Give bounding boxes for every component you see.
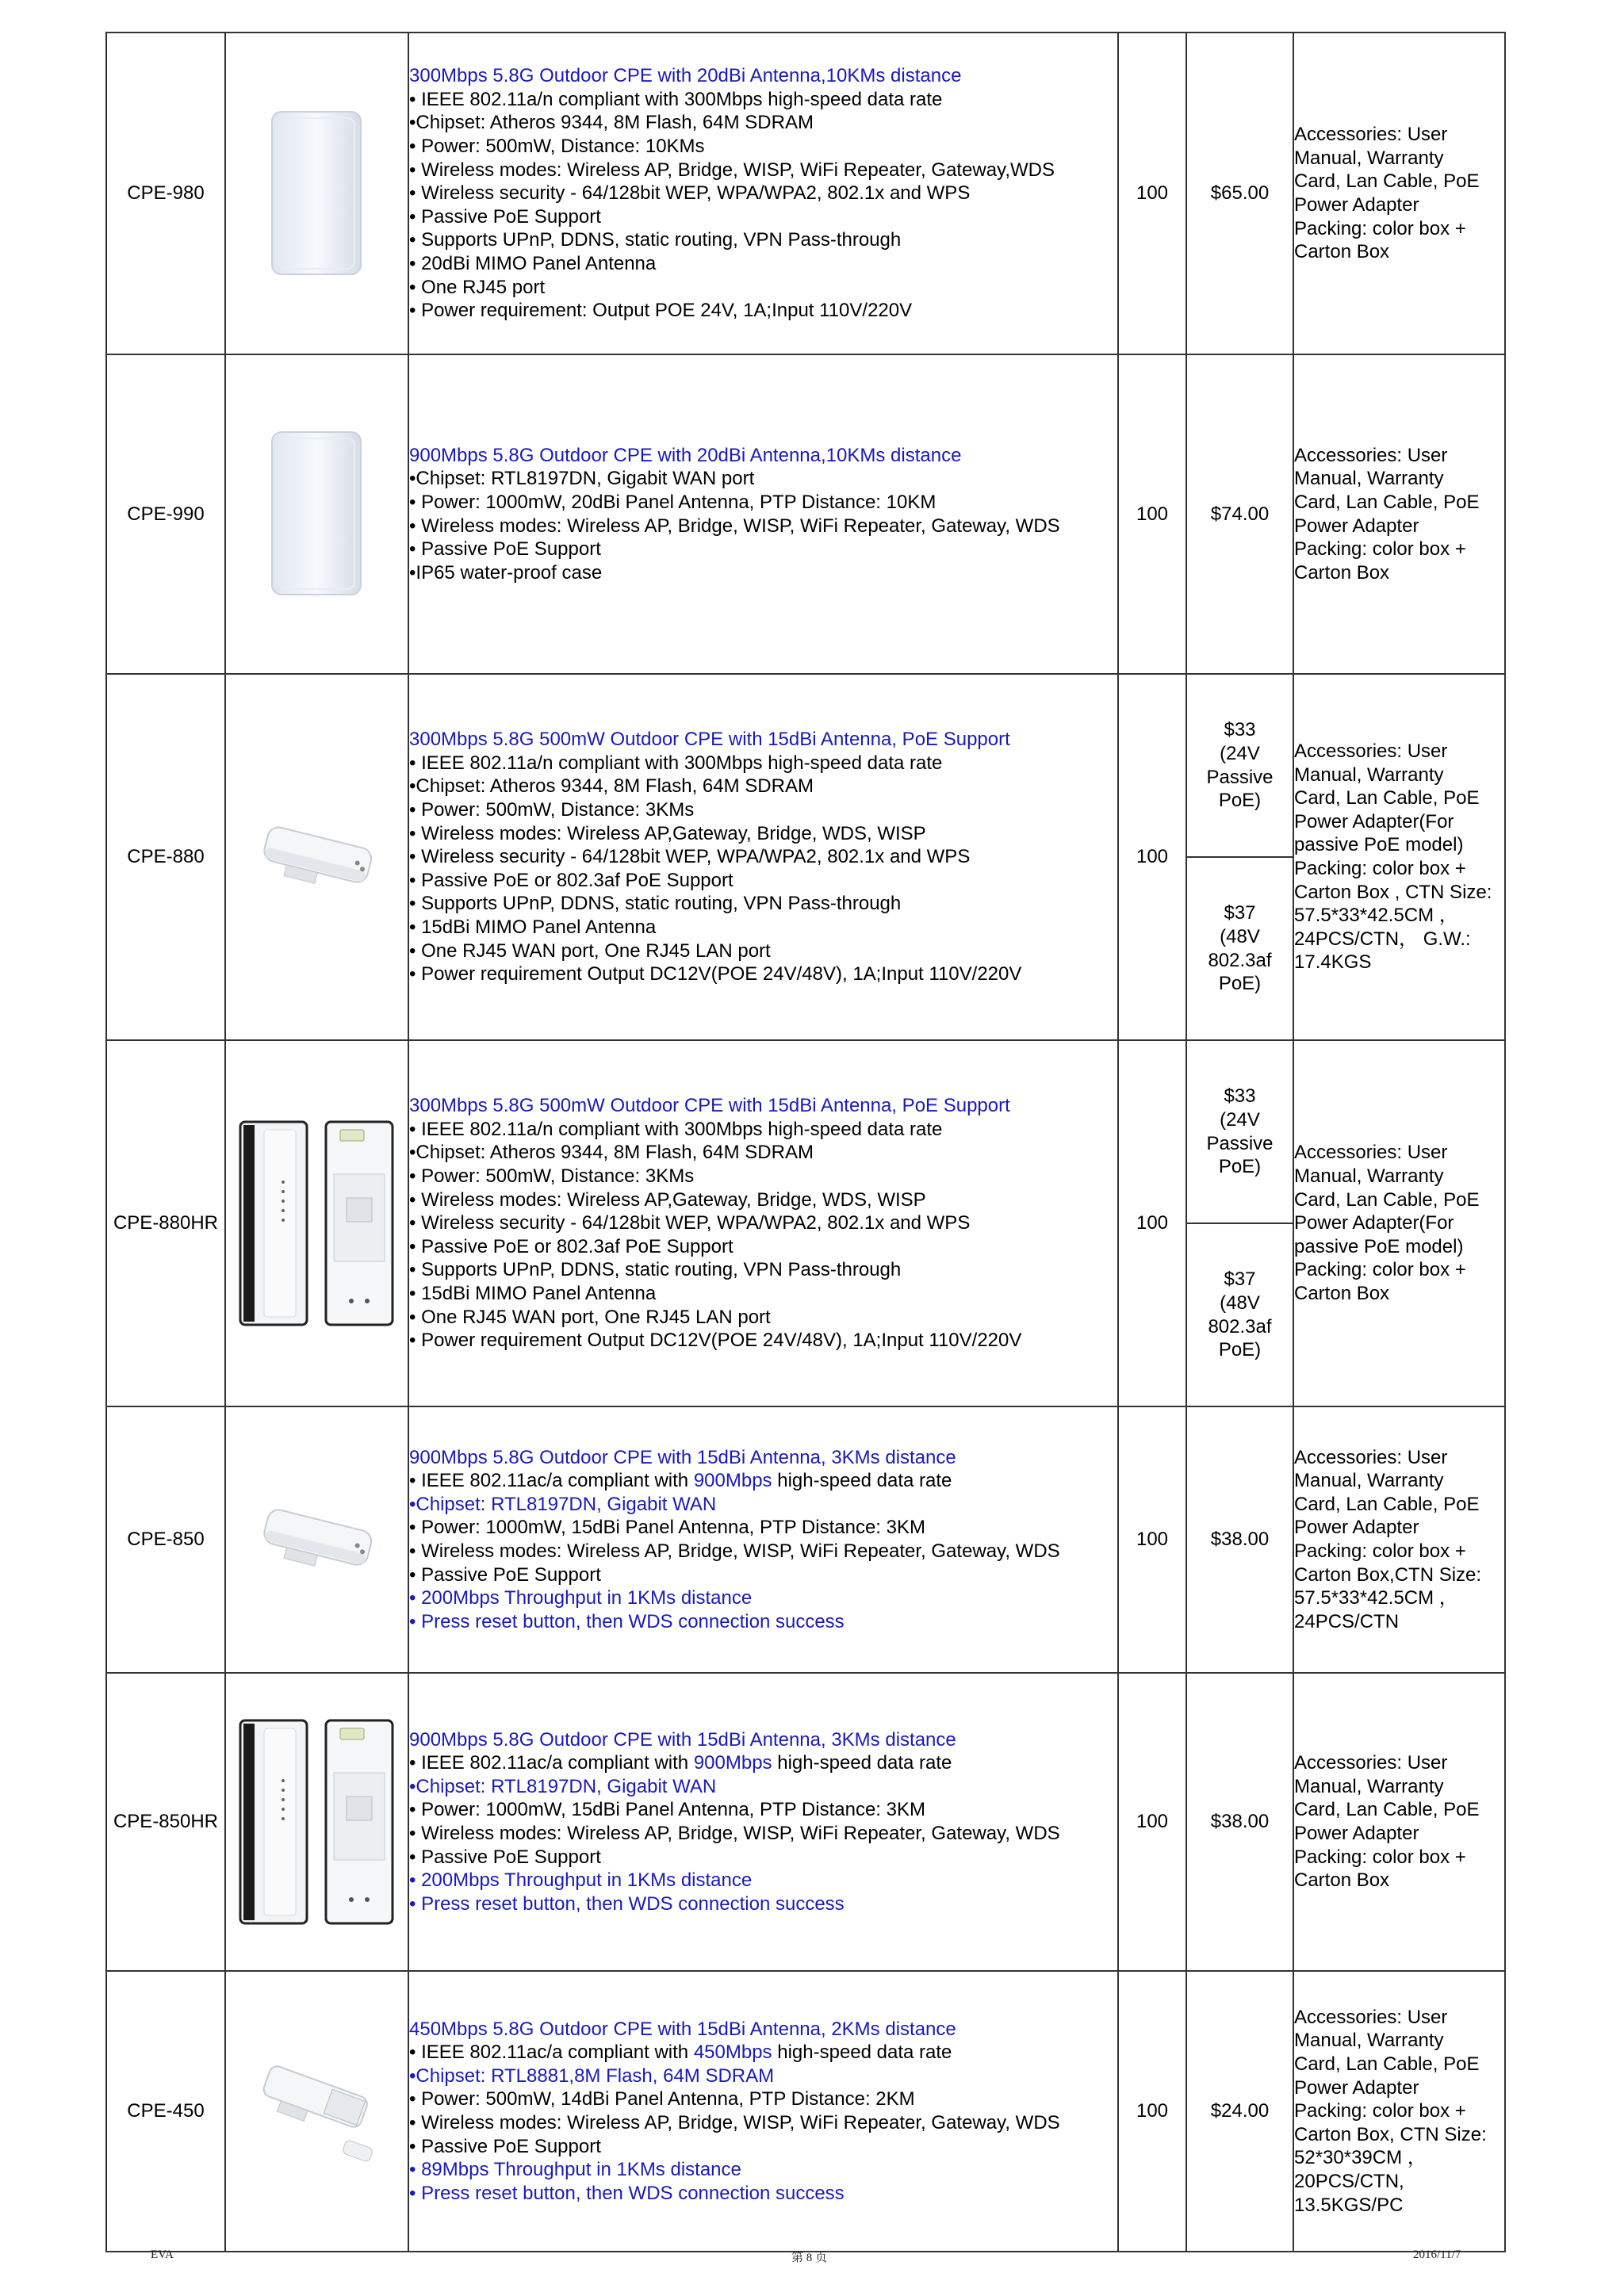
accessories-line: Power Adapter <box>1294 2076 1419 2099</box>
table-row <box>106 1406 1505 1673</box>
accessories-line: Carton Box , CTN Size: <box>1294 881 1492 903</box>
spec-line: • 89Mbps Throughput in 1KMs distance <box>409 2159 741 2181</box>
footer-page-number: 第 8 页 <box>791 2252 828 2264</box>
price-cell <box>1186 1040 1293 1406</box>
spec-line: • 15dBi MIMO Panel Antenna <box>409 916 657 938</box>
spec-line: • Power: 500mW, 14dBi Panel Antenna, PTP Distance: 2KM <box>409 2088 915 2110</box>
spec-line: • Wireless security - 64/128bit WEP, WPA/WPA2, 802.1x and WPS <box>409 182 971 205</box>
price-line: Passive <box>1206 766 1274 788</box>
accessories-cell <box>1293 1040 1505 1406</box>
accessories-cell <box>1293 1406 1505 1673</box>
bar-cpe-icon <box>225 674 408 1040</box>
spec-line: •IP65 water-proof case <box>409 561 603 584</box>
model-cell: CPE-450 <box>106 1971 225 2252</box>
spec-line <box>409 2041 1117 2064</box>
model-cell: CPE-880 <box>106 674 225 1040</box>
price-802-3af-poe <box>1187 856 1293 1039</box>
spec-line: •Chipset: Atheros 9344, 8M Flash, 64M SDRAM <box>409 1142 814 1164</box>
price-line: (48V <box>1220 1292 1260 1314</box>
accessories-line: Packing: color box + <box>1294 1846 1466 1868</box>
spec-fragment: high-speed data rate <box>772 1752 952 1774</box>
price-line: 802.3af <box>1208 949 1272 971</box>
spec-line: • Wireless modes: Wireless AP, Bridge, WISP, WiFi Repeater, Gateway,WDS <box>409 159 1055 181</box>
description-cell <box>408 1406 1118 1673</box>
description-cell <box>408 1673 1118 1971</box>
accessories-line: 24PCS/CTN <box>1294 1610 1400 1632</box>
accessories-line: Power Adapter <box>1294 515 1419 537</box>
accessories-line: 20PCS/CTN, <box>1294 2170 1404 2192</box>
spec-fragment: 900Mbps <box>693 1470 772 1492</box>
spec-fragment: 450Mbps <box>693 2042 772 2064</box>
price-line: $37 <box>1224 902 1256 924</box>
spec-line: • Power: 500mW, Distance: 10KMs <box>409 136 705 158</box>
spec-line: • Power: 500mW, Distance: 3KMs <box>409 1165 695 1188</box>
accessories-line: Carton Box <box>1294 241 1390 263</box>
spec-fragment: • IEEE 802.11ac/a compliant with <box>409 1470 694 1492</box>
price-cell: $65.00 <box>1186 33 1293 354</box>
price-line: (24V <box>1220 742 1260 764</box>
spec-line: • One RJ45 WAN port, One RJ45 LAN port <box>409 1306 771 1328</box>
spec-line: • Passive PoE Support <box>409 1563 601 1586</box>
spec-line: • One RJ45 port <box>409 276 546 298</box>
spec-fragment: 900Mbps <box>693 1752 772 1774</box>
spec-line: • Wireless modes: Wireless AP, Bridge, WISP, WiFi Repeater, Gateway, WDS <box>409 2112 1060 2133</box>
spec-line: •Chipset: Atheros 9344, 8M Flash, 64M SDRAM <box>409 775 814 798</box>
spec-line: • Passive PoE Support <box>409 205 601 228</box>
accessories-line: passive PoE model) <box>1294 834 1464 856</box>
accessories-line: Manual, Warranty <box>1294 1165 1444 1188</box>
spec-line: • IEEE 802.11a/n compliant with 300Mbps high-speed data rate <box>409 88 943 110</box>
model-cell: CPE-980 <box>106 33 225 354</box>
spec-line: • Press reset button, then WDS connection success <box>409 1610 845 1632</box>
accessories-line: Card, Lan Cable, PoE <box>1294 170 1480 193</box>
quantity-cell: 100 <box>1118 33 1186 354</box>
accessories-line: Accessories: User <box>1294 1752 1448 1774</box>
panel-cpe-icon <box>225 33 408 354</box>
table-row <box>106 1673 1505 1971</box>
spec-line: • Supports UPnP, DDNS, static routing, VPN Pass-through <box>409 893 902 915</box>
spec-line: •Chipset: RTL8197DN, Gigabit WAN <box>409 1775 717 1797</box>
quantity-cell: 100 <box>1118 354 1186 674</box>
footer-author: EVA <box>151 2248 174 2261</box>
price-line: PoE) <box>1218 973 1262 995</box>
accessories-line: Accessories: User <box>1294 1446 1448 1468</box>
product-title: 900Mbps 5.8G Outdoor CPE with 15dBi Antenna, 3KMs distance <box>409 1446 956 1468</box>
spec-line: • Power: 1000mW, 15dBi Panel Antenna, PTP Distance: 3KM <box>409 1799 925 1821</box>
accessories-line: Power Adapter <box>1294 1517 1419 1539</box>
accessories-cell <box>1293 354 1505 674</box>
spec-line: • Power: 1000mW, 15dBi Panel Antenna, PTP Distance: 3KM <box>409 1517 925 1539</box>
spec-line: • Press reset button, then WDS connection success <box>409 2182 845 2204</box>
price-cell: $24.00 <box>1186 1971 1293 2252</box>
accessories-line: Manual, Warranty <box>1294 2030 1444 2052</box>
table-row <box>106 33 1505 354</box>
dual-view-cpe-icon <box>225 1673 408 1971</box>
spec-line: • Passive PoE Support <box>409 2135 601 2157</box>
description-cell <box>408 354 1118 674</box>
accessories-line: 52*30*39CM ， <box>1294 2147 1427 2169</box>
accessories-line: Manual, Warranty <box>1294 468 1444 490</box>
accessories-line: Accessories: User <box>1294 1142 1448 1164</box>
spec-line: • Power: 500mW, Distance: 3KMs <box>409 799 695 821</box>
spec-fragment: • IEEE 802.11ac/a compliant with <box>409 2042 694 2064</box>
product-title: 900Mbps 5.8G Outdoor CPE with 15dBi Antenna, 3KMs distance <box>409 1728 956 1751</box>
spec-line: •Chipset: RTL8881,8M Flash, 64M SDRAM <box>409 2064 775 2087</box>
spec-fragment: • IEEE 802.11ac/a compliant with <box>409 1752 694 1774</box>
product-title: 450Mbps 5.8G Outdoor CPE with 15dBi Antenna, 2KMs distance <box>409 2018 956 2040</box>
spec-line: • Power requirement Output DC12V(POE 24V/48V), 1A;Input 110V/220V <box>409 1330 1022 1352</box>
spec-line: • Wireless modes: Wireless AP, Bridge, WISP, WiFi Repeater, Gateway, WDS <box>409 515 1060 537</box>
price-passive-poe <box>1187 1041 1293 1223</box>
price-802-3af-poe <box>1187 1223 1293 1406</box>
open-cpe-icon <box>225 1971 408 2252</box>
accessories-line: Card, Lan Cable, PoE <box>1294 1188 1480 1211</box>
accessories-line: 24PCS/CTN， G.W.: <box>1294 928 1471 950</box>
quantity-cell: 100 <box>1118 1971 1186 2252</box>
price-line: (24V <box>1220 1108 1260 1131</box>
footer-date: 2016/11/7 <box>1413 2248 1461 2261</box>
spec-line <box>409 1751 1117 1775</box>
price-line: PoE) <box>1218 790 1262 812</box>
accessories-line: Packing: color box + <box>1294 2100 1466 2122</box>
price-list-table <box>105 32 1506 2252</box>
accessories-line: Card, Lan Cable, PoE <box>1294 491 1480 513</box>
description-cell <box>408 1971 1118 2252</box>
spec-line: • 15dBi MIMO Panel Antenna <box>409 1282 657 1304</box>
accessories-line: Power Adapter <box>1294 1823 1419 1844</box>
model-cell: CPE-850HR <box>106 1673 225 1971</box>
accessories-line: Power Adapter(For <box>1294 810 1454 832</box>
spec-line: • Supports UPnP, DDNS, static routing, VPN Pass-through <box>409 229 902 251</box>
spec-line: • Wireless modes: Wireless AP,Gateway, Bridge, WDS, WISP <box>409 822 926 844</box>
table-row <box>106 674 1505 1040</box>
spec-fragment: high-speed data rate <box>772 2042 952 2064</box>
accessories-line: Manual, Warranty <box>1294 147 1444 169</box>
accessories-line: Packing: color box + <box>1294 217 1466 239</box>
accessories-line: 13.5KGS/PC <box>1294 2194 1404 2216</box>
price-line: Passive <box>1206 1132 1274 1154</box>
spec-line: • Passive PoE or 802.3af PoE Support <box>409 869 733 891</box>
description-cell <box>408 674 1118 1040</box>
spec-line: • Power: 1000mW, 20dBi Panel Antenna, PTP Distance: 10KM <box>409 491 936 513</box>
product-title: 900Mbps 5.8G Outdoor CPE with 20dBi Antenna,10KMs distance <box>409 444 962 466</box>
accessories-cell <box>1293 33 1505 354</box>
table-row <box>106 1040 1505 1406</box>
panel-cpe-icon <box>225 354 408 674</box>
spec-fragment: high-speed data rate <box>772 1470 952 1492</box>
accessories-line: Carton Box,CTN Size: <box>1294 1563 1482 1586</box>
spec-line: •Chipset: Atheros 9344, 8M Flash, 64M SDRAM <box>409 112 814 134</box>
model-cell: CPE-850 <box>106 1406 225 1673</box>
price-line: PoE) <box>1218 1156 1262 1178</box>
spec-line: • 20dBi MIMO Panel Antenna <box>409 252 657 274</box>
accessories-line: Power Adapter(For <box>1294 1212 1454 1234</box>
spec-line: • Wireless modes: Wireless AP, Bridge, WISP, WiFi Repeater, Gateway, WDS <box>409 1540 1060 1562</box>
accessories-line: Card, Lan Cable, PoE <box>1294 787 1480 809</box>
price-cell <box>1186 674 1293 1040</box>
accessories-line: Accessories: User <box>1294 124 1448 146</box>
quantity-cell: 100 <box>1118 1673 1186 1971</box>
accessories-cell <box>1293 674 1505 1040</box>
accessories-line: Carton Box <box>1294 1869 1390 1892</box>
accessories-line: Packing: color box + <box>1294 1259 1466 1281</box>
price-line: $37 <box>1224 1269 1256 1291</box>
product-title: 300Mbps 5.8G 500mW Outdoor CPE with 15dBi Antenna, PoE Support <box>409 729 1010 751</box>
spec-line: • One RJ45 WAN port, One RJ45 LAN port <box>409 939 771 962</box>
accessories-line: Card, Lan Cable, PoE <box>1294 1493 1480 1515</box>
spec-line: • Power requirement: Output POE 24V, 1A;Input 110V/220V <box>409 300 913 322</box>
accessories-line: 17.4KGS <box>1294 951 1372 974</box>
spec-line: • 200Mbps Throughput in 1KMs distance <box>409 1587 753 1609</box>
spec-line: • Passive PoE Support <box>409 1846 601 1868</box>
price-line: (48V <box>1220 925 1260 947</box>
quantity-cell: 100 <box>1118 1040 1186 1406</box>
accessories-line: Carton Box, CTN Size: <box>1294 2123 1487 2145</box>
spec-line: •Chipset: RTL8197DN, Gigabit WAN <box>409 1493 717 1515</box>
spec-line: • IEEE 802.11a/n compliant with 300Mbps high-speed data rate <box>409 1118 943 1140</box>
quantity-cell: 100 <box>1118 674 1186 1040</box>
spec-line: • Wireless security - 64/128bit WEP, WPA/WPA2, 802.1x and WPS <box>409 846 971 868</box>
accessories-line: Accessories: User <box>1294 2006 1448 2028</box>
accessories-line: Manual, Warranty <box>1294 763 1444 786</box>
accessories-line: Power Adapter <box>1294 194 1419 216</box>
description-cell <box>408 1040 1118 1406</box>
bar-cpe-icon <box>225 1406 408 1673</box>
price-line: PoE) <box>1218 1339 1262 1361</box>
quantity-cell: 100 <box>1118 1406 1186 1673</box>
accessories-line: Manual, Warranty <box>1294 1775 1444 1797</box>
spec-line: • Supports UPnP, DDNS, static routing, VPN Pass-through <box>409 1259 902 1281</box>
price-line: 802.3af <box>1208 1315 1272 1337</box>
spec-line: • IEEE 802.11a/n compliant with 300Mbps high-speed data rate <box>409 752 943 774</box>
dual-view-cpe-icon <box>225 1040 408 1406</box>
accessories-line: Card, Lan Cable, PoE <box>1294 1799 1480 1821</box>
spec-line: • Passive PoE Support <box>409 538 601 561</box>
price-cell: $38.00 <box>1186 1673 1293 1971</box>
accessories-line: Packing: color box + <box>1294 538 1466 561</box>
spec-line: • Wireless modes: Wireless AP,Gateway, Bridge, WDS, WISP <box>409 1188 926 1211</box>
table-row <box>106 1971 1505 2252</box>
accessories-line: Packing: color box + <box>1294 1540 1466 1562</box>
price-cell: $38.00 <box>1186 1406 1293 1673</box>
accessories-line: Manual, Warranty <box>1294 1470 1444 1492</box>
accessories-line: Carton Box <box>1294 1282 1390 1304</box>
price-line: $33 <box>1224 1085 1256 1108</box>
model-cell: CPE-880HR <box>106 1040 225 1406</box>
price-cell: $74.00 <box>1186 354 1293 674</box>
spec-line: • Press reset button, then WDS connection success <box>409 1892 845 1915</box>
table-row <box>106 354 1505 674</box>
accessories-line: 57.5*33*42.5CM ， <box>1294 905 1458 927</box>
accessories-line: Accessories: User <box>1294 444 1448 466</box>
price-line: $33 <box>1224 719 1256 741</box>
accessories-line: 57.5*33*42.5CM ， <box>1294 1587 1458 1609</box>
spec-line: • Wireless security - 64/128bit WEP, WPA/WPA2, 802.1x and WPS <box>409 1212 971 1234</box>
accessories-line: Accessories: User <box>1294 740 1448 763</box>
price-passive-poe <box>1187 675 1293 856</box>
accessories-line: Packing: color box + <box>1294 858 1466 879</box>
spec-line: •Chipset: RTL8197DN, Gigabit WAN port <box>409 468 755 490</box>
product-title: 300Mbps 5.8G 500mW Outdoor CPE with 15dBi Antenna, PoE Support <box>409 1095 1010 1117</box>
spec-line: • Wireless modes: Wireless AP, Bridge, WISP, WiFi Repeater, Gateway, WDS <box>409 1823 1060 1844</box>
accessories-line: Card, Lan Cable, PoE <box>1294 2053 1480 2076</box>
accessories-cell <box>1293 1673 1505 1971</box>
spec-line: • Power requirement Output DC12V(POE 24V/48V), 1A;Input 110V/220V <box>409 963 1022 985</box>
accessories-line: Carton Box <box>1294 561 1390 584</box>
accessories-cell <box>1293 1971 1505 2252</box>
product-title: 300Mbps 5.8G Outdoor CPE with 20dBi Antenna,10KMs distance <box>409 65 962 87</box>
accessories-line: passive PoE model) <box>1294 1235 1464 1257</box>
spec-line <box>409 1469 1117 1493</box>
spec-line: • 200Mbps Throughput in 1KMs distance <box>409 1869 753 1892</box>
model-cell: CPE-990 <box>106 354 225 674</box>
description-cell <box>408 33 1118 354</box>
spec-line: • Passive PoE or 802.3af PoE Support <box>409 1235 733 1257</box>
